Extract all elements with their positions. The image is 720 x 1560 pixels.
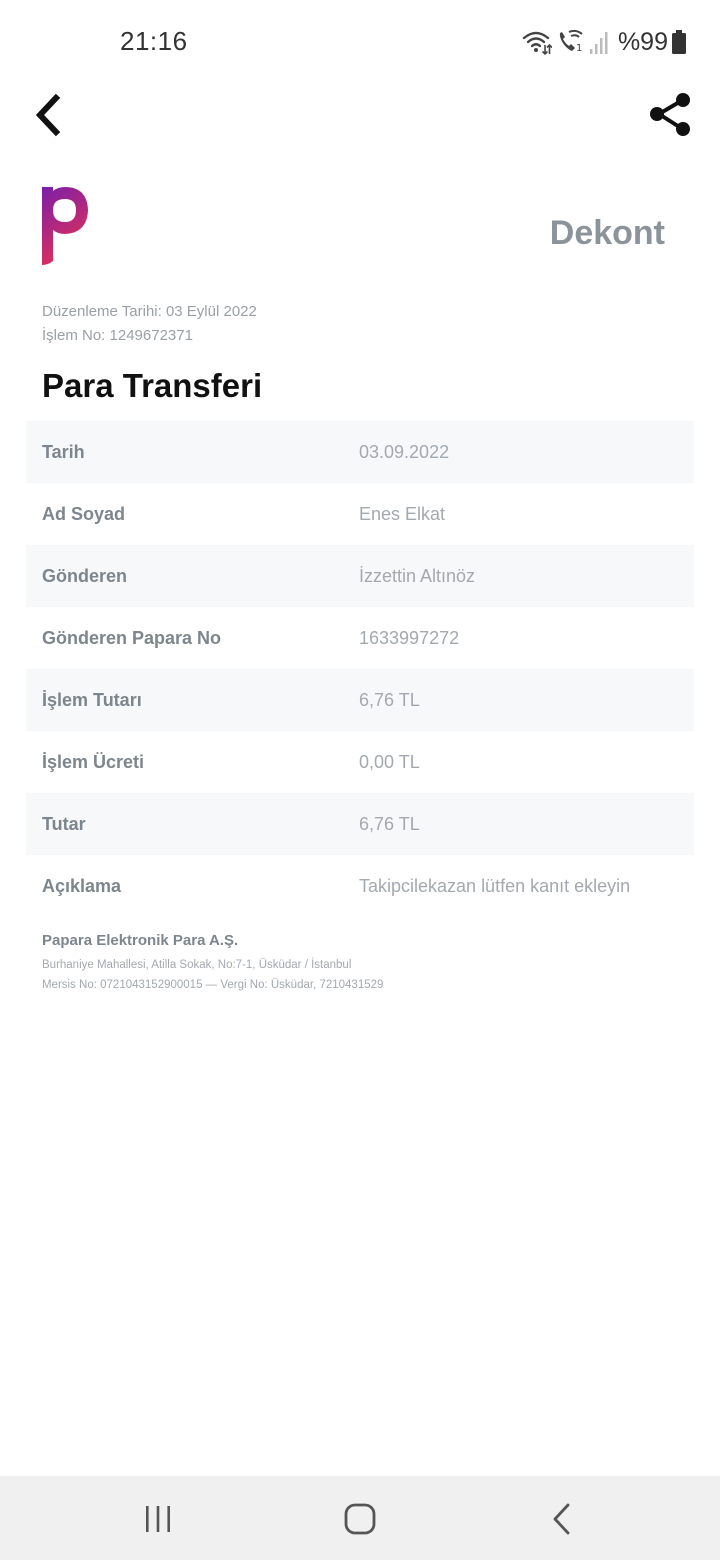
document-title: Dekont — [549, 214, 665, 252]
document-meta — [42, 300, 257, 348]
issue-date: Düzenleme Tarihi: 03 Eylül 2022 — [42, 303, 257, 320]
detail-label: Açıklama — [42, 875, 122, 896]
detail-value: 0,00 TL — [359, 751, 420, 772]
company-address: Burhaniye Mahallesi, Atilla Sokak, No:7-1, Üsküdar / İstanbul — [42, 959, 352, 971]
home-button[interactable] — [342, 1502, 378, 1536]
papara-logo — [40, 185, 92, 269]
detail-label: İşlem Tutarı — [42, 689, 142, 710]
company-registry: Mersis No: 0721043152900015 — Vergi No: Üsküdar, 7210431529 — [42, 979, 384, 991]
svg-text:1: 1 — [575, 43, 583, 54]
top-bar — [0, 80, 720, 152]
battery-icon — [672, 30, 686, 54]
wifi-icon — [522, 29, 552, 55]
system-back-button[interactable] — [548, 1502, 576, 1536]
detail-label: Gönderen — [42, 565, 128, 586]
back-button[interactable] — [30, 92, 70, 138]
status-time: 21:16 — [120, 26, 188, 56]
detail-row-description — [26, 855, 694, 917]
home-icon — [342, 1502, 378, 1536]
company-info — [42, 932, 383, 995]
detail-value: 6,76 TL — [359, 689, 420, 710]
share-icon — [646, 90, 694, 140]
detail-label: Ad Soyad — [42, 503, 126, 524]
detail-value: Enes Elkat — [359, 503, 446, 524]
signal-icon — [588, 29, 610, 55]
detail-value: Takipcilekazan lütfen kanıt ekleyin — [359, 875, 631, 896]
back-icon — [548, 1502, 576, 1536]
detail-row-fee — [26, 731, 694, 793]
status-icons — [522, 26, 686, 58]
detail-value: 6,76 TL — [359, 813, 420, 834]
battery-percent: %99 — [617, 27, 668, 56]
detail-value: İzzettin Altınöz — [359, 565, 476, 586]
company-name: Papara Elektronik Para A.Ş. — [42, 932, 239, 949]
detail-table — [26, 421, 694, 917]
detail-row-sender — [26, 545, 694, 607]
status-bar — [0, 0, 720, 80]
detail-value: 03.09.2022 — [359, 441, 450, 462]
detail-row-date — [26, 421, 694, 483]
detail-label: Gönderen Papara No — [42, 627, 222, 648]
share-button[interactable] — [646, 90, 694, 140]
detail-label: Tutar — [42, 813, 86, 834]
section-title: Para Transferi — [42, 367, 263, 404]
detail-label: Tarih — [42, 441, 85, 462]
detail-value: 1633997272 — [359, 627, 460, 648]
detail-row-sender-no — [26, 607, 694, 669]
detail-row-total — [26, 793, 694, 855]
navigation-bar — [0, 1476, 720, 1560]
detail-row-amount — [26, 669, 694, 731]
transaction-number: İşlem No: 1249672371 — [42, 327, 193, 344]
detail-row-name — [26, 483, 694, 545]
chevron-left-icon — [30, 92, 70, 138]
recent-apps-button[interactable] — [142, 1504, 174, 1534]
recent-apps-icon — [142, 1504, 174, 1534]
wifi-calling-icon — [556, 29, 584, 55]
detail-label: İşlem Ücreti — [42, 751, 145, 772]
